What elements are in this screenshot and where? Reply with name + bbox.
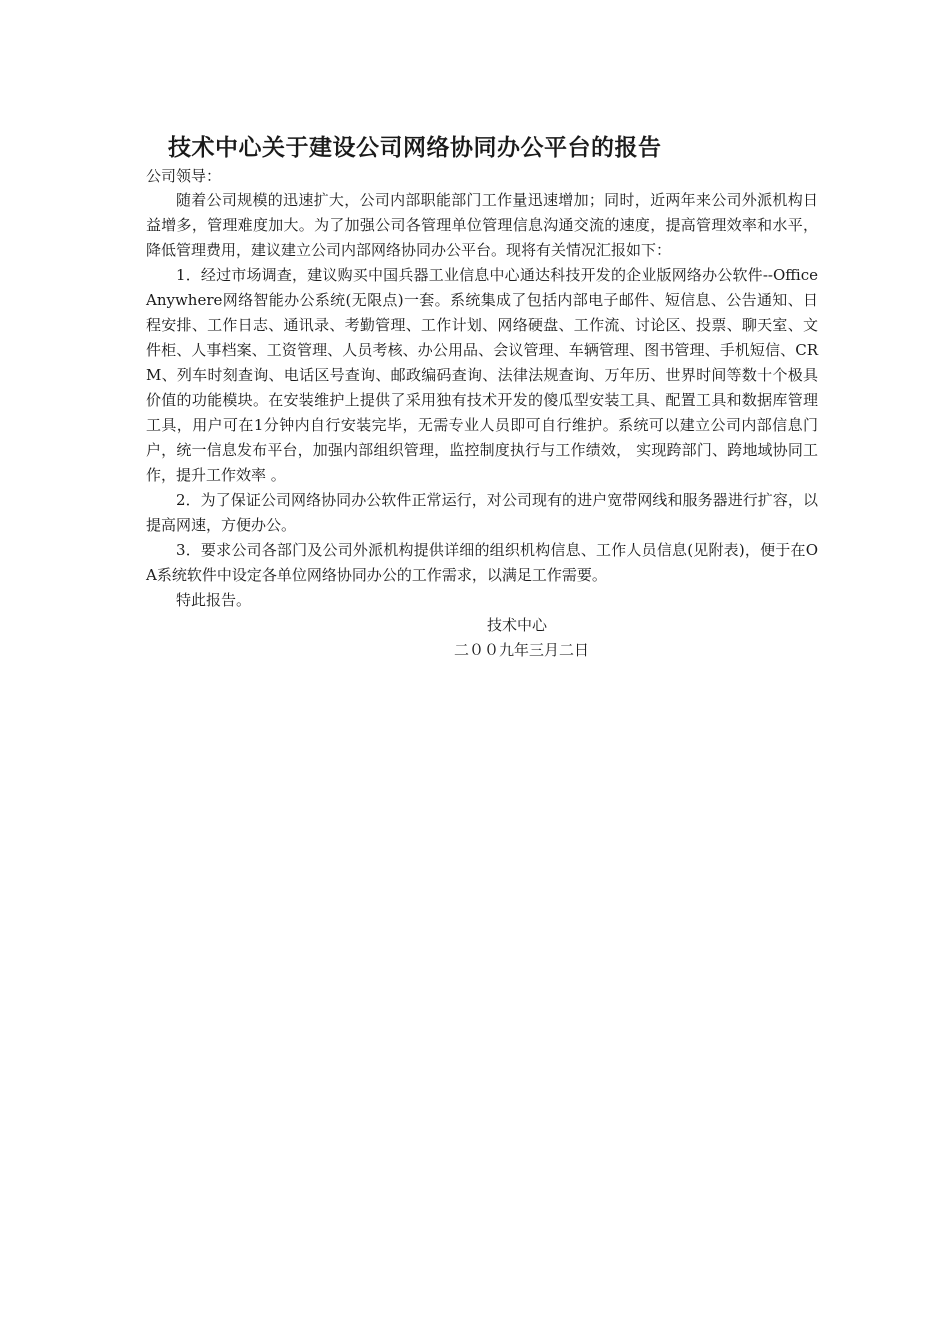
greeting: 公司领导： <box>146 167 222 185</box>
document-title: 技术中心关于建设公司网络协同办公平台的报告 <box>168 135 662 161</box>
document-page <box>146 128 818 663</box>
paragraph-closing: 特此报告。 <box>176 591 252 609</box>
signature-department: 技术中心 <box>487 616 548 634</box>
paragraph-item-1: 1．经过市场调查，建议购买中国兵器工业信息中心通达科技开发的企业版网络办公软件--Office Anywhere网络智能办公系统(无限点)一套。系统集成了包括内部电子邮件、短信息、公告通知、日程安排、工作日志、通讯录、考勤管理、工作计划、网络硬盘、工作流、讨论区、投票、聊天室、文件柜、人事档案、工资管理、人员考核、办公用品、会议管理、车辆管理、图书管理、手机短信、CRM、列车时刻查询、电话区号查询、邮政编码查询、法律法规查询、万年历、世界时间等数十个极具价值的功能模块。在安装维护上提供了采用独有技术开发的傻瓜型安装工具、配置工具和数据库管理工具，用户可在1分钟内自行安装完毕，无需专业人员即可自行维护。系统可以建立公司内部信息门户，统一信息发布平台，加强内部组织管理，监控制度执行与工作绩效， 实现跨部门、跨地域协同工作，提升工作效率 。 <box>146 266 818 484</box>
paragraph-item-2: 2．为了保证公司网络协同办公软件正常运行，对公司现有的进户宽带网线和服务器进行扩容，以提高网速，方便办公。 <box>146 491 818 534</box>
paragraph-intro: 随着公司规模的迅速扩大，公司内部职能部门工作量迅速增加；同时，近两年来公司外派机构日益增多，管理难度加大。为了加强公司各管理单位管理信息沟通交流的速度，提高管理效率和水平，降低管理费用，建议建立公司内部网络协同办公平台。现将有关情况汇报如下： <box>146 191 818 259</box>
paragraph-item-3: 3．要求公司各部门及公司外派机构提供详细的组织机构信息、工作人员信息(见附表)，便于在OA系统软件中设定各单位网络协同办公的工作需求，以满足工作需要。 <box>146 541 818 584</box>
signature-date: 二００九年三月二日 <box>454 641 590 659</box>
